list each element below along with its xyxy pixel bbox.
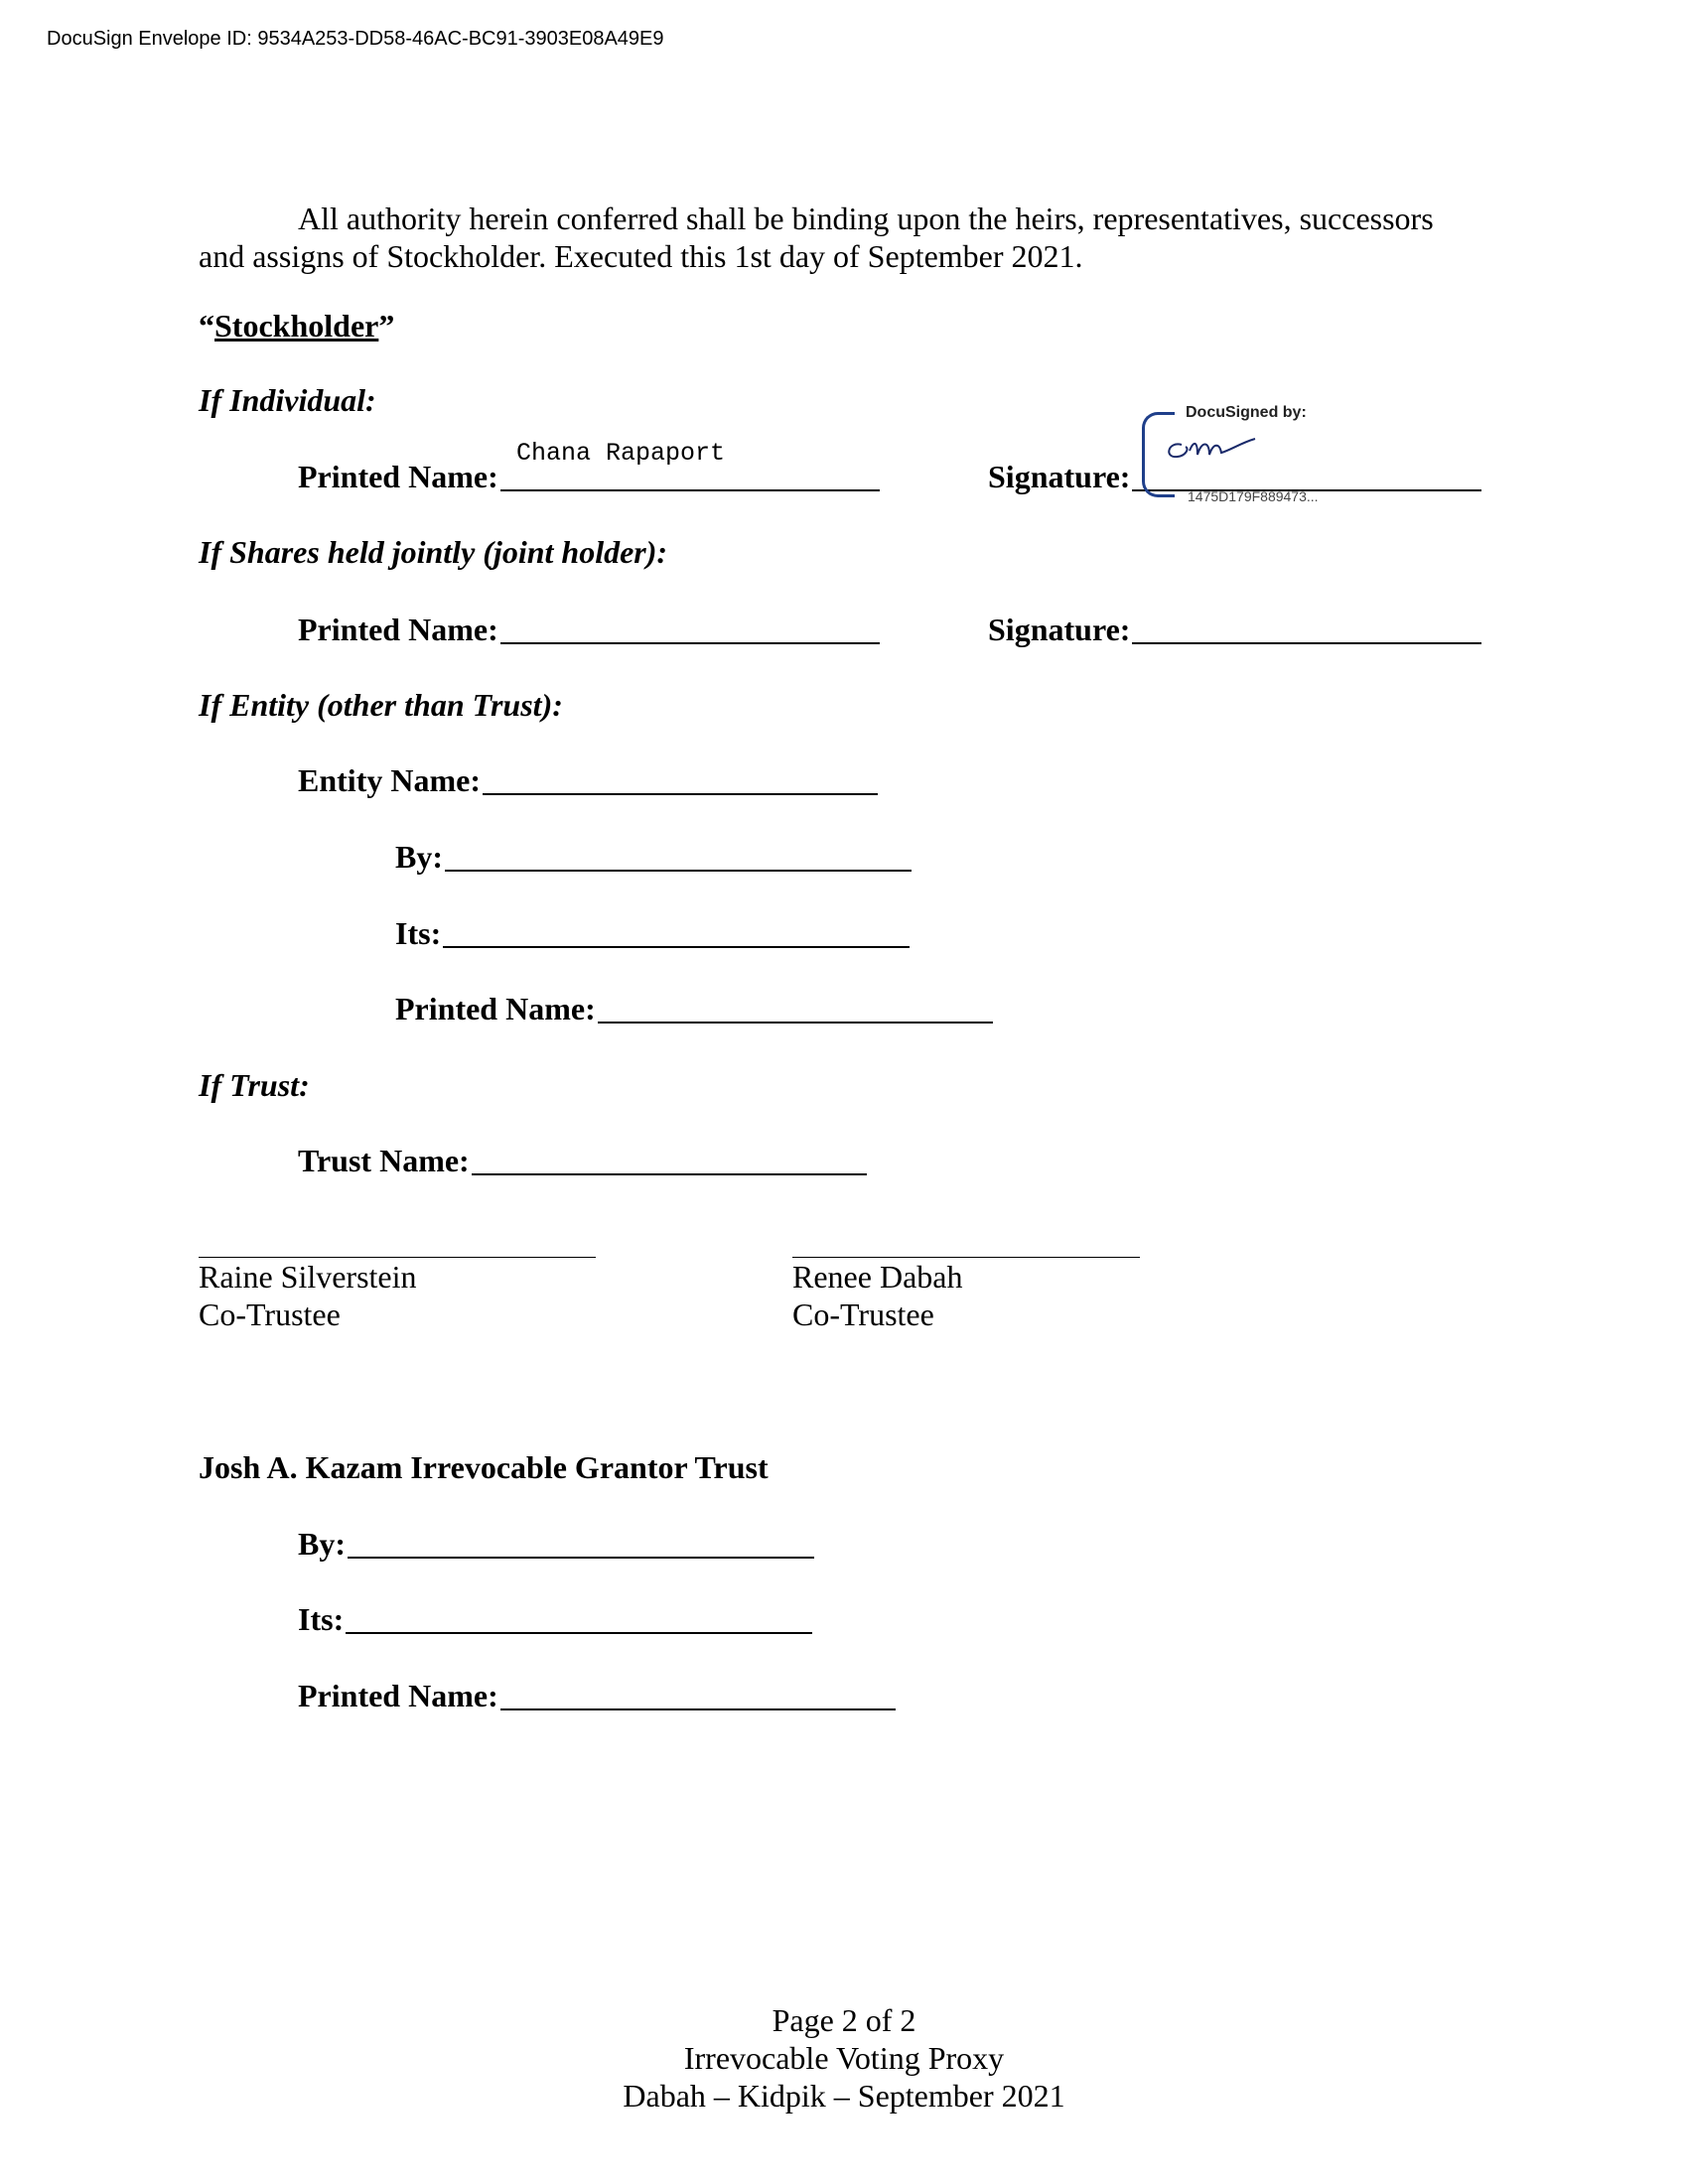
joint-signature-line	[1132, 641, 1481, 644]
entity-name-field[interactable]	[298, 762, 878, 799]
joint-heading: If Shares held jointly (joint holder):	[199, 534, 668, 570]
docusign-signature-image	[1160, 429, 1269, 474]
entity-printed-name-label: Printed Name:	[395, 991, 596, 1026]
grantor-its-line	[346, 1631, 812, 1634]
joint-printed-name-label: Printed Name:	[298, 612, 498, 647]
envelope-id: DocuSign Envelope ID: 9534A253-DD58-46AC-BC91-3903E08A49E9	[47, 28, 664, 50]
entity-name-line	[483, 792, 878, 795]
grantor-printed-name-field[interactable]	[298, 1678, 896, 1714]
entity-by-line	[445, 869, 912, 872]
trustee1-name: Raine Silverstein	[199, 1259, 417, 1295]
footer-doc-subtitle: Dabah – Kidpik – September 2021	[623, 2078, 1065, 2114]
grantor-by-line	[348, 1556, 814, 1559]
docusign-id: 1475D179F889473...	[1188, 488, 1319, 504]
individual-heading: If Individual:	[199, 382, 376, 418]
open-quote: “	[199, 308, 214, 343]
grantor-its-field[interactable]	[298, 1601, 812, 1638]
entity-its-line	[443, 945, 910, 948]
footer-page-number: Page 2 of 2	[772, 2002, 916, 2038]
trust-name-field[interactable]	[298, 1143, 867, 1179]
entity-name-label: Entity Name:	[298, 762, 481, 798]
trust-name-line	[472, 1172, 867, 1175]
stockholder-heading	[199, 308, 394, 344]
trustee2-name: Renee Dabah	[792, 1259, 963, 1295]
joint-signature-field[interactable]	[988, 612, 1481, 648]
entity-its-field[interactable]	[395, 915, 910, 952]
grantor-by-label: By:	[298, 1526, 346, 1562]
trustee1-signature-line[interactable]	[199, 1256, 596, 1258]
entity-printed-name-field[interactable]	[395, 991, 993, 1027]
trust-name-label: Trust Name:	[298, 1143, 470, 1178]
joint-printed-name-field[interactable]	[298, 612, 880, 648]
intro-line-1: All authority herein conferred shall be binding upon the heirs, representatives, successors	[298, 201, 1434, 236]
grantor-printed-name-label: Printed Name:	[298, 1678, 498, 1713]
grantor-by-field[interactable]	[298, 1526, 814, 1563]
entity-by-label: By:	[395, 839, 443, 875]
entity-its-label: Its:	[395, 915, 442, 951]
entity-printed-name-line	[598, 1021, 993, 1024]
trustee2-signature-line[interactable]	[792, 1256, 1140, 1258]
footer-doc-title: Irrevocable Voting Proxy	[683, 2040, 1005, 2076]
trustee1-role: Co-Trustee	[199, 1297, 341, 1332]
docusign-label: DocuSigned by:	[1186, 404, 1307, 421]
entity-heading: If Entity (other than Trust):	[199, 687, 563, 723]
trust-heading: If Trust:	[199, 1067, 310, 1103]
grantor-its-label: Its:	[298, 1601, 345, 1637]
intro-line-2: and assigns of Stockholder. Executed this 1st day of September 2021.	[199, 238, 1083, 274]
grantor-printed-name-line	[500, 1707, 896, 1710]
entity-by-field[interactable]	[395, 839, 912, 876]
printed-name-label: Printed Name:	[298, 459, 498, 494]
trustee2-role: Co-Trustee	[792, 1297, 934, 1332]
joint-printed-name-line	[500, 641, 880, 644]
printed-name-line	[500, 488, 880, 491]
printed-name-value: Chana Rapaport	[516, 439, 726, 468]
close-quote: ”	[378, 308, 395, 343]
grantor-trust-title: Josh A. Kazam Irrevocable Grantor Trust	[199, 1449, 769, 1485]
individual-printed-name-field[interactable]	[298, 459, 880, 495]
joint-signature-label: Signature:	[988, 612, 1131, 647]
stockholder-title: Stockholder	[214, 308, 379, 343]
signature-label: Signature:	[988, 459, 1131, 494]
